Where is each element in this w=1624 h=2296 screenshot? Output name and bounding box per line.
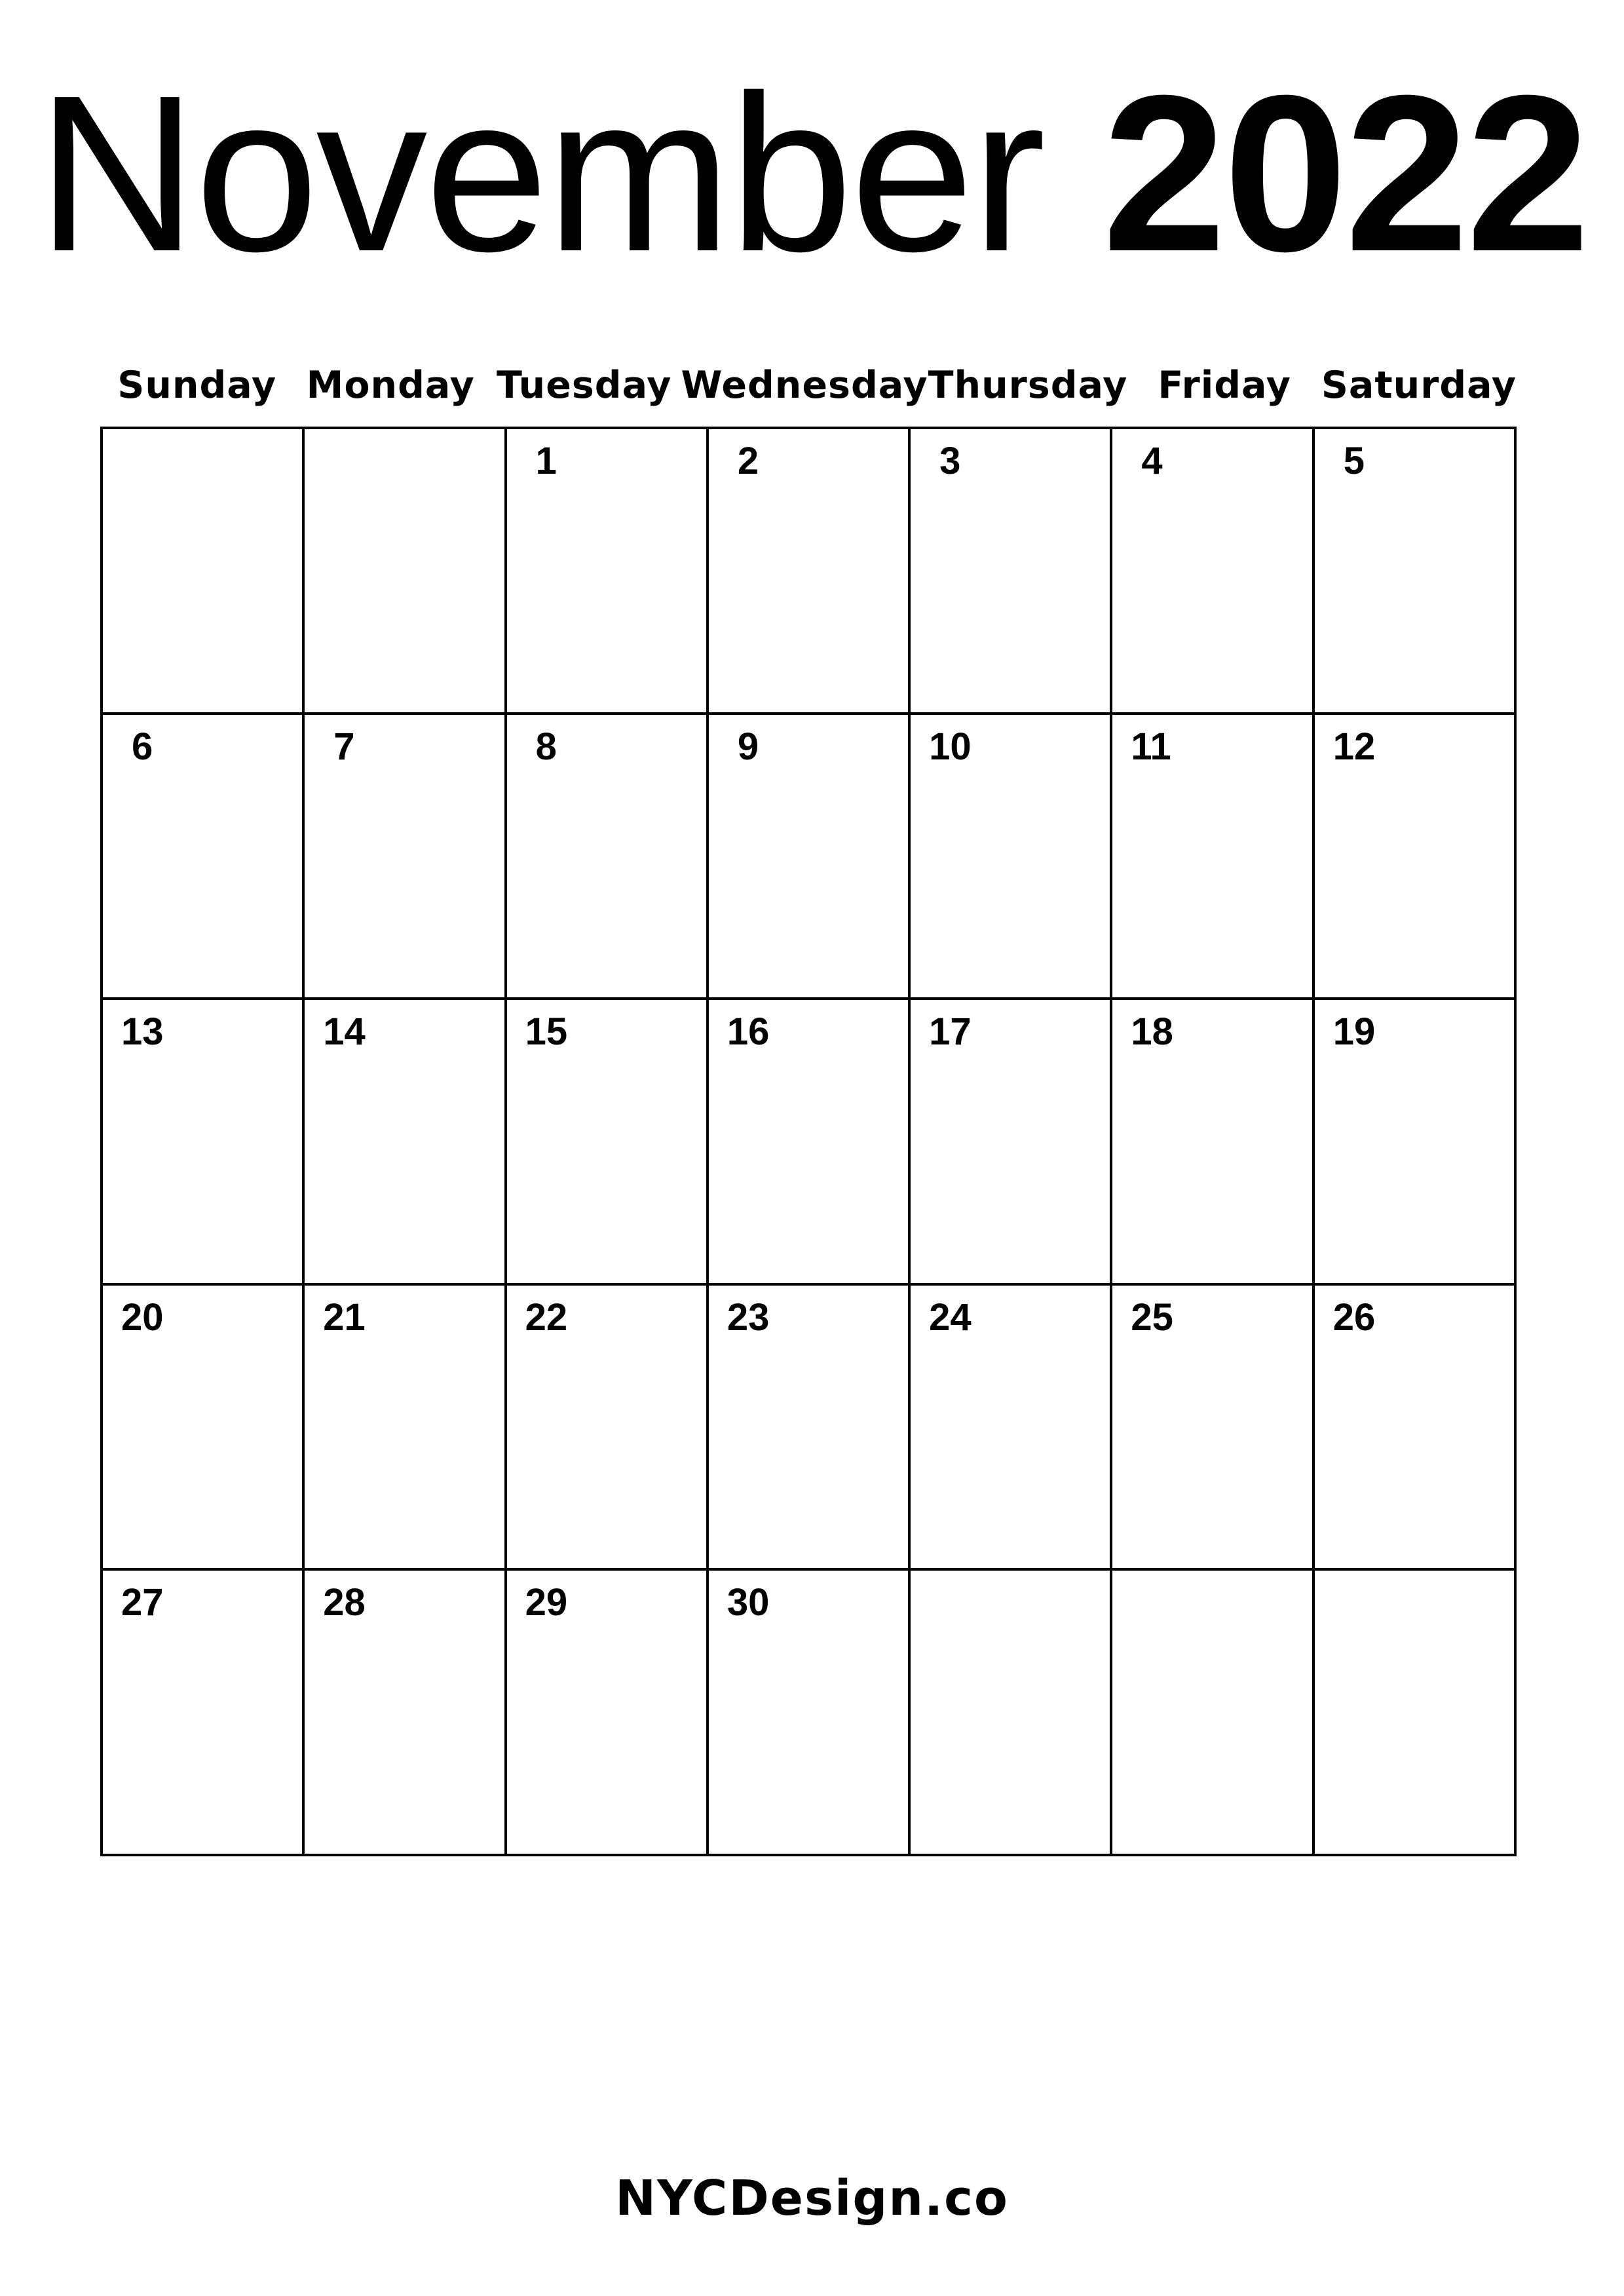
day-number: 25	[1131, 1295, 1173, 1339]
day-number: 9	[737, 725, 759, 768]
day-number: 11	[1131, 725, 1171, 768]
day-number: 28	[323, 1581, 366, 1624]
day-cell	[709, 1286, 911, 1571]
day-number: 12	[1332, 725, 1376, 768]
day-cell	[103, 715, 305, 1001]
day-cell	[911, 429, 1112, 715]
day-cell	[709, 715, 911, 1001]
day-number: 10	[929, 725, 972, 768]
day-cell	[911, 1571, 1112, 1856]
day-cell	[911, 715, 1112, 1001]
day-number: 26	[1332, 1295, 1376, 1339]
day-number: 14	[323, 1010, 366, 1054]
day-number: 15	[525, 1010, 568, 1054]
calendar-grid	[100, 427, 1517, 1856]
day-number: 7	[333, 725, 355, 768]
weekday-sunday: Sunday	[117, 364, 277, 407]
day-cell	[507, 429, 709, 715]
day-number: 13	[121, 1010, 164, 1054]
weekday-thursday: Thursday	[928, 364, 1128, 407]
day-number: 19	[1332, 1010, 1376, 1054]
day-number: 23	[727, 1295, 770, 1339]
day-cell	[1112, 715, 1314, 1001]
day-cell	[507, 1000, 709, 1286]
day-cell	[1315, 1000, 1517, 1286]
day-number: 24	[929, 1295, 972, 1339]
day-cell	[1315, 429, 1517, 715]
day-number: 20	[121, 1295, 164, 1339]
weekday-friday: Friday	[1158, 364, 1291, 407]
day-number: 1	[535, 440, 557, 482]
day-cell	[103, 1571, 305, 1856]
day-number: 3	[939, 440, 961, 482]
footer-site-name: NYCDesign.co	[615, 2170, 1009, 2227]
weekday-header-row	[100, 359, 1517, 411]
weekday-saturday: Saturday	[1321, 364, 1517, 407]
day-cell	[709, 429, 911, 715]
day-number: 30	[727, 1581, 770, 1624]
weekday-monday: Monday	[306, 364, 475, 407]
day-number: 5	[1343, 440, 1365, 482]
day-cell	[103, 1286, 305, 1571]
day-cell	[1112, 1571, 1314, 1856]
day-cell	[305, 715, 506, 1001]
day-number: 6	[132, 725, 153, 768]
title-year: 2022	[1102, 49, 1588, 298]
day-cell	[1315, 1571, 1517, 1856]
day-cell	[709, 1000, 911, 1286]
day-cell	[507, 1286, 709, 1571]
day-cell	[305, 1286, 506, 1571]
day-cell	[911, 1000, 1112, 1286]
day-cell	[507, 715, 709, 1001]
day-cell	[103, 1000, 305, 1286]
day-cell	[103, 429, 305, 715]
day-cell	[305, 1571, 506, 1856]
day-cell	[305, 429, 506, 715]
day-cell	[1112, 1286, 1314, 1571]
day-number: 17	[929, 1010, 972, 1054]
day-number: 8	[535, 725, 557, 768]
weekday-wednesday: Wednesday	[681, 364, 928, 407]
day-number: 29	[525, 1581, 568, 1624]
day-cell	[709, 1571, 911, 1856]
day-cell	[1112, 1000, 1314, 1286]
day-number: 21	[323, 1295, 366, 1339]
page-title	[0, 49, 1624, 298]
day-cell	[911, 1286, 1112, 1571]
day-number: 27	[121, 1581, 164, 1624]
day-number: 4	[1141, 440, 1163, 482]
day-cell	[305, 1000, 506, 1286]
weekday-tuesday: Tuesday	[497, 364, 672, 407]
day-cell	[1112, 429, 1314, 715]
day-cell	[507, 1571, 709, 1856]
day-number: 18	[1131, 1010, 1173, 1054]
day-cell	[1315, 1286, 1517, 1571]
day-number: 22	[525, 1295, 568, 1339]
day-number: 16	[727, 1010, 770, 1054]
day-number: 2	[737, 440, 759, 482]
day-cell	[1315, 715, 1517, 1001]
title-month: November	[36, 49, 1044, 298]
